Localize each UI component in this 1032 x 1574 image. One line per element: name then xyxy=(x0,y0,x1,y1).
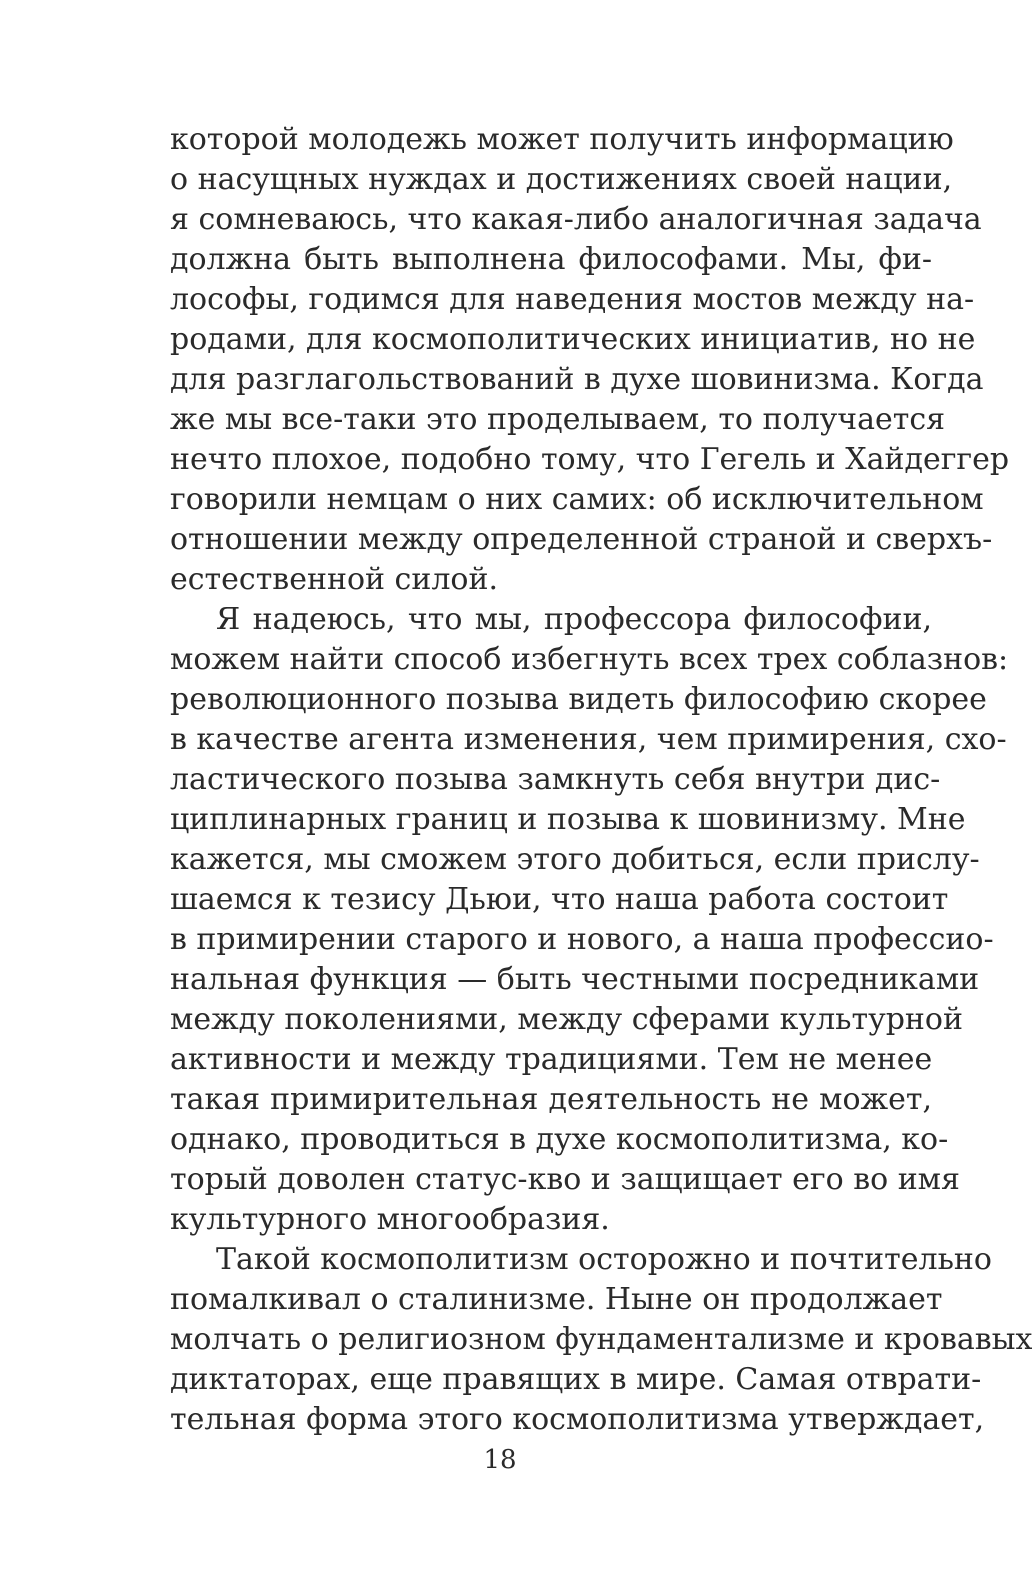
text-line: активности и между традициями. Тем не менее xyxy=(170,1042,933,1077)
text-line: шаемся к тезису Дьюи, что наша работа состоит xyxy=(170,882,949,917)
text-line: нечто плохое, подобно тому, что Гегель и Хайдеггер xyxy=(170,442,1010,477)
text-line: лософы, годимся для наведения мостов между на- xyxy=(170,282,975,317)
text-line: отношении между определенной страной и сверхъ- xyxy=(170,522,993,557)
text-line: молчать о религиозном фундаментализме и кровавых xyxy=(170,1322,1032,1357)
text-line: однако, проводиться в духе космополитизма, ко- xyxy=(170,1122,949,1157)
text-line: в качестве агента изменения, чем примирения, схо- xyxy=(170,722,1007,757)
text-line: же мы все-таки это проделываем, то получается xyxy=(170,402,946,437)
text-line: тельная форма этого космополитизма утверждает, xyxy=(170,1402,985,1437)
text-line: которой молодежь может получить информацию xyxy=(170,122,954,157)
body-text xyxy=(170,120,1032,1440)
page-number: 18 xyxy=(483,1445,517,1475)
text-line: о насущных нуждах и достижениях своей нации, xyxy=(170,162,953,197)
text-line: торый доволен статус-кво и защищает его во имя xyxy=(170,1162,960,1197)
paragraph-start-line: Такой космополитизм осторожно и почтительно xyxy=(216,1242,992,1277)
text-line: такая примирительная деятельность не может, xyxy=(170,1082,932,1117)
text-line: помалкивал о сталинизме. Ныне он продолжает xyxy=(170,1282,943,1317)
text-line: культурного многообразия. xyxy=(170,1202,610,1237)
text-line: диктаторах, еще правящих в мире. Самая отврати- xyxy=(170,1362,982,1397)
paragraph-start-line: Я надеюсь, что мы, профессора философии, xyxy=(216,602,932,637)
text-line: для разглагольствований в духе шовинизма. Когда xyxy=(170,362,984,397)
text-line: должна быть выполнена философами. Мы, фи- xyxy=(170,242,932,277)
text-line: я сомневаюсь, что какая-либо аналогичная задача xyxy=(170,202,982,237)
text-line: можем найти способ избегнуть всех трех соблазнов: xyxy=(170,642,1009,677)
text-line: революционного позыва видеть философию скорее xyxy=(170,682,987,717)
text-line: родами, для космополитических инициатив, но не xyxy=(170,322,976,357)
text-line: нальная функция — быть честными посредниками xyxy=(170,962,980,997)
text-line: кажется, мы сможем этого добиться, если прислу- xyxy=(170,842,980,877)
text-line: говорили немцам о них самих: об исключительном xyxy=(170,482,984,517)
text-line: циплинарных границ и позыва к шовинизму. Мне xyxy=(170,802,966,837)
text-line: в примирении старого и нового, а наша профессио- xyxy=(170,922,994,957)
text-line: ластического позыва замкнуть себя внутри дис- xyxy=(170,762,941,797)
text-line: естественной силой. xyxy=(170,562,498,597)
text-line: между поколениями, между сферами культурной xyxy=(170,1002,963,1037)
